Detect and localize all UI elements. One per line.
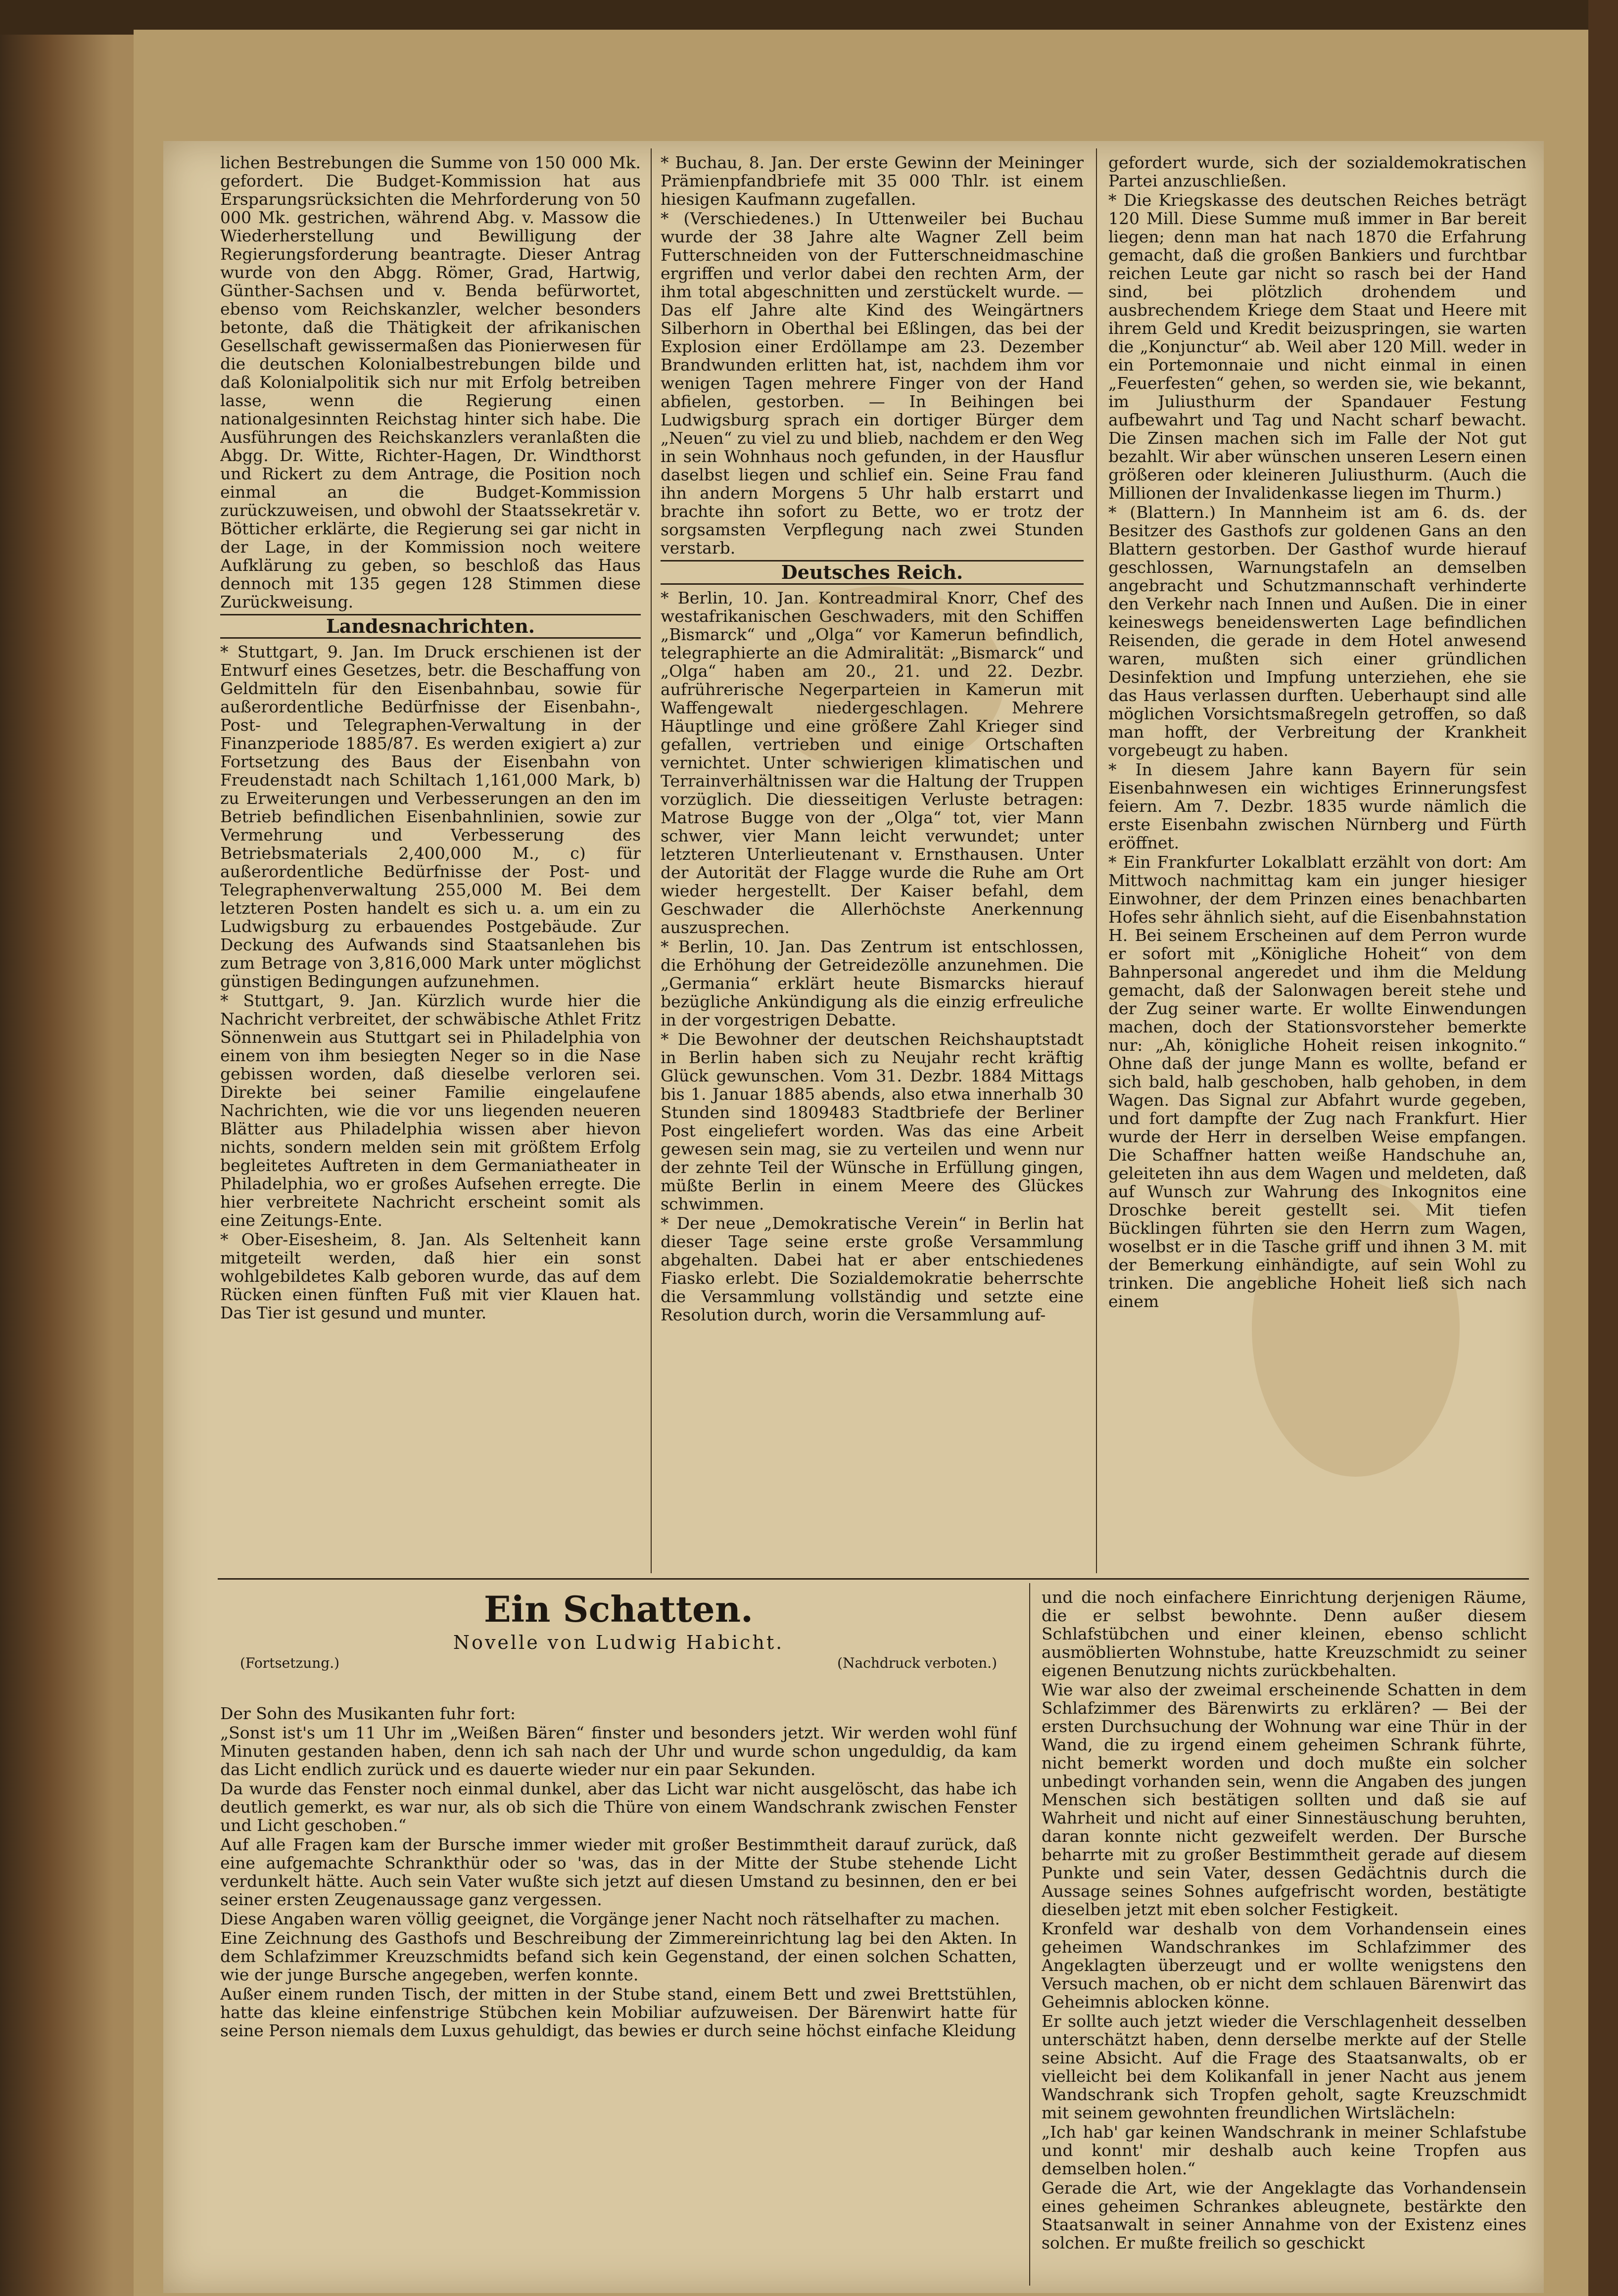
story-meta [220,1654,1017,1672]
paragraph: Der Sohn des Musikanten fuhr fort: [220,1704,516,1723]
feuilleton-rule [218,1578,1529,1580]
copyright-note: (Nachdruck verboten.) [837,1655,997,1671]
section-heading-landesnachrichten: Landesnachrichten. [220,614,641,639]
paragraph: Kronfeld war deshalb von dem Vorhandensein eines geheimen Wandschrankes im Schlafzimmer des Angeklagten überzeugt und er wollte wenigstens den Versuch machen, ob er nicht dem schlauen Bärenwirt das Geheimnis ablocken könne. [1042,1919,1526,2012]
story-title: Ein Schatten. [483,1588,754,1630]
column-rule [651,148,652,1573]
paragraph: lichen Bestrebungen die Summe von 150 000 Mk. gefordert. Die Budget-Kommission hat aus Ersparungsrücksichten die Mehrforderung von 50 000 Mk. gestrichen, während Abg. v. Massow die Wiederherstellung und Bewilligung der Regierungsforderung beantragte. Dieser Antrag wurde von den Abgg. Römer, Grad, Hartwig, Günther-Sachsen und v. Benda befürwortet, ebenso vom Reichskanzler, welcher besonders betonte, daß die Thätigkeit der afrikanischen Gesellschaft gewissermaßen das Pionierwesen für die deutschen Kolonialbestrebungen bilde und daß Kolonialpolitik sich nur mit Erfolg betreiben lasse, wenn die Regierung einen nationalgesinnten Reichstag hinter sich habe. Die Ausführungen des Reichskanzlers veranlaßten die Abgg. Dr. Witte, Richter-Hagen, Dr. Windthorst und Rickert zu dem Antrage, die Position noch einmal an die Budget-Kommission zurückzuweisen, und obwohl der Staatssekretär v. Bötticher erklärte, die Regierung sei gar nicht in der Lage, in der Kommission noch weitere Aufklärung zu geben, so beschloß das Haus dennoch mit 135 gegen 128 Stimmen diese Zurückweisung. [220,153,641,611]
paragraph: Da wurde das Fenster noch einmal dunkel, aber das Licht war nicht ausgelöscht, das habe ich deutlich gemerkt, es war nur, als ob sich die Thüre von einem Wandschrank zwischen Fenster und Licht geschoben.“ [220,1779,1017,1835]
paragraph: * Buchau, 8. Jan. Der erste Gewinn der Meininger Prämienpfandbriefe mit 35 000 Thlr. ist einem hiesigen Kaufmann zugefallen. [661,153,1084,209]
paragraph: und die noch einfachere Einrichtung derjenigen Räume, die er selbst bewohnte. Denn außer diesem Schlafstübchen und einer kleinen, ebenso schlicht ausmöblierten Wohnstube, hatte Kreuzschmidt zu seiner eigenen Benutzung nichts zurückbehalten. [1042,1588,1526,1680]
paragraph: „Ich hab' gar keinen Wandschrank in meiner Schlafstube und konnt' mir deshalb auch keine Tropfen aus demselben holen.“ [1042,2122,1526,2178]
paragraph: Gerade die Art, wie der Angeklagte das Vorhandensein eines geheimen Schrankes ableugnete, bestärkte den Staatsanwalt in seiner Annahme von der Existenz eines solchen. Er mußte freilich so geschickt [1042,2178,1526,2252]
column-2 [661,153,1084,1573]
newspaper-page [163,141,1544,2293]
story-column-rule [1029,1583,1030,2286]
paragraph: * Ober-Eisesheim, 8. Jan. Als Seltenheit kann mitgeteilt werden, daß hier ein sonst wohlgebildetes Kalb geboren wurde, das auf dem Rücken einen fünften Fuß mit vier Klauen hat. Das Tier ist gesund und munter. [220,1230,641,1322]
column-1 [220,153,641,1573]
paragraph: * Die Kriegskasse des deutschen Reiches beträgt 120 Mill. Diese Summe muß immer in Bar bereit liegen; denn man hat nach 1870 die Erfahrung gemacht, daß die großen Bankiers und furchtbar reichen Leute gar nicht so rasch bei der Hand sind, bei plötzlich drohendem und ausbrechendem Kriege dem Staat und Heere mit ihrem Geld und Kredit beizuspringen, sie warten die „Konjunctur“ ab. Weil aber 120 Mill. weder in ein Portemonnaie und nicht einmal in einen „Feuerfesten“ gehen, so werden sie, wie bekannt, im Juliusthurm der Spandauer Festung aufbewahrt und Tag und Nacht scharf bewacht. Die Zinsen machen sich im Falle der Not gut bezahlt. Wir aber wünschen unseren Lesern einen größeren oder kleineren Juliusthurm. (Auch die Millionen der Invalidenkasse liegen im Thurm.) [1108,190,1526,503]
paragraph: * Berlin, 10. Jan. Das Zentrum ist entschlossen, die Erhöhung der Getreidezölle anzunehmen. Die „Germania“ erklärt heute Bismarcks hierauf bezügliche Ankündigung als die einzig erfreuliche in der vorgestrigen Debatte. [661,937,1084,1030]
paragraph: * Berlin, 10. Jan. Kontreadmiral Knorr, Chef des westafrikanischen Geschwaders, mit den Schiffen „Bismarck“ und „Olga“ vor Kamerun befindlich, telegraphierte an die Admiralität: „Bismarck“ und „Olga“ haben am 20., 21. und 22. Dezbr. aufrührerische Negerparteien in Kamerun mit Waffengewalt niedergeschlagen. Mehrere Häuptlinge und eine größere Zahl Krieger sind gefallen, vertrieben und einige Ortschaften vernichtet. Unter schwierigen klimatischen und Terrainverhältnissen war die Haltung der Truppen vorzüglich. Die diesseitigen Verluste betragen: Matrose Bugge von der „Olga“ tot, vier Mann schwer, vier Mann leicht verwundet; unter letzteren Unterlieutenant v. Ernsthausen. Unter der Autorität der Flagge wurde die Ruhe am Ort wieder hergestellt. Der Kaiser befahl, dem Geschwader die Allerhöchste Anerkennung auszusprechen. [661,588,1084,937]
paragraph: Eine Zeichnung des Gasthofs und Beschreibung der Zimmereinrichtung lag bei den Akten. In dem Schlafzimmer Kreuzschmidts befand sich kein Gegenstand, der einen solchen Schatten, wie der junge Bursche angegeben, werfen konnte. [220,1928,1017,1984]
paragraph: * (Verschiedenes.) In Uttenweiler bei Buchau wurde der 38 Jahre alte Wagner Zell beim Futterschneiden von der Futterschneidmaschine ergriffen und verlor dabei den rechten Arm, der ihm total abgeschnitten und zerstückelt wurde. — Das elf Jahre alte Kind des Weingärtners Silberhorn in Oberthal bei Eßlingen, das bei der Explosion einer Erdöllampe am 23. Dezember Brandwunden erlitten hat, ist, nachdem ihm vor wenigen Tagen mehrere Finger von der Hand abfielen, gestorben. — In Beihingen bei Ludwigsburg sprach ein dortiger Bürger dem „Neuen“ zu viel zu und blieb, nachdem er den Weg in sein Wohnhaus noch gefunden, in der Hausflur daselbst liegen und schlief ein. Seine Frau fand ihn andern Morgens 5 Uhr halb erstarrt und brachte ihn sofort zu Bette, wo er trotz der sorgsamsten Verpflegung nach zwei Stunden verstarb. [661,209,1084,558]
paragraph: * In diesem Jahre kann Bayern für sein Eisenbahnwesen ein wichtiges Erinnerungsfest feiern. Am 7. Dezbr. 1835 wurde nämlich die erste Eisenbahn zwischen Nürnberg und Fürth eröffnet. [1108,760,1526,852]
column-3 [1108,153,1526,1573]
paragraph: Diese Angaben waren völlig geeignet, die Vorgänge jener Nacht noch rätselhafter zu machen. [220,1909,1000,1928]
paragraph: * Stuttgart, 9. Jan. Im Druck erschienen ist der Entwurf eines Gesetzes, betr. die Beschaffung von Geldmitteln für den Eisenbahnbau, sowie für außerordentliche Bedürfnisse der Eisenbahn-, Post- und Telegraphen-Verwaltung in der Finanzperiode 1885/87. Es werden exigiert a) zur Fortsetzung des Baus der Eisenbahn von Freudenstadt nach Schiltach 1,161,000 Mark, b) zu Erweiterungen und Verbesserungen an den im Betrieb befindlichen Eisenbahnlinien, sowie zur Vermehrung und Verbesserung des Betriebsmaterials 2,400,000 M., c) für außerordentliche Bedürfnisse der Post- und Telegraphenverwaltung 255,000 M. Bei dem letzteren Posten handelt es sich u. a. um ein zu Ludwigsburg zu erbauendes Postgebäude. Zur Deckung des Aufwands sind Staatsanlehen bis zum Betrage von 3,816,000 Mark unter möglichst günstigen Bedingungen aufzunehmen. [220,642,641,991]
continued-note: (Fortsetzung.) [240,1655,340,1671]
paragraph: * (Blattern.) In Mannheim ist am 6. ds. der Besitzer des Gasthofs zur goldenen Gans an den Blattern gestorben. Der Gasthof wurde hierauf geschlossen, Warnungstafeln an demselben angebracht und Schutzmannschaft verhinderte den Verkehr nach Innen und Außen. Die in einer keineswegs beneidenswerten Lage befindlichen Reisenden, die gerade in dem Hotel anwesend waren, mußten sich einer gründlichen Desinfektion und Impfung unterziehen, ehe sie das Haus verlassen durften. Ueberhaupt sind alle möglichen Vorsichtsmaßregeln getroffen, so daß man hofft, der Verbreitung der Krankheit vorgebeugt zu haben. [1108,503,1526,760]
story-header [220,1588,1017,1702]
paragraph: Wie war also der zweimal erscheinende Schatten in dem Schlafzimmer des Bärenwirts zu erklären? — Bei der ersten Durchsuchung der Wohnung war eine Thür in der Wand, die zu irgend einem geheimen Schrank führte, nicht bemerkt worden und doch mußte ein solcher unbedingt vorhanden sein, wenn die Angaben des jungen Menschen sich bestätigen sollten und daß sie auf Wahrheit und nicht auf einer Sinnestäuschung beruhten, daran konnte nicht gezweifelt werden. Der Bursche beharrte mit zu großer Bestimmtheit gerade auf diesem Punkte und sein Vater, dessen Gedächtnis durch die Aussage seines Sohnes aufgefrischt worden, bestätigte dieselben jetzt mit eben solcher Festigkeit. [1042,1680,1526,1919]
paragraph: * Stuttgart, 9. Jan. Kürzlich wurde hier die Nachricht verbreitet, der schwäbische Athlet Fritz Sönnenwein aus Stuttgart sei in Philadelphia von einem von ihm besiegten Neger so in die Nase gebissen worden, daß dieselbe verloren sei. Direkte bei seiner Familie eingelaufene Nachrichten, wie die vor uns liegenden neueren Blätter aus Philadelphia wissen aber hievon nichts, sondern melden sein mit größtem Erfolg begleitetes Auftreten in dem Germaniatheater in Philadelphia, wo er großes Aufsehen erregte. Die hier verbreitete Nachricht erscheint somit als eine Zeitungs-Ente. [220,991,641,1230]
paragraph: „Sonst ist's um 11 Uhr im „Weißen Bären“ finster und besonders jetzt. Wir werden wohl fünf Minuten gestanden haben, denn ich sah nach der Uhr und wurde schon ungeduldig, da kam das Licht endlich zurück und es dauerte wieder nur ein paar Sekunden. [220,1723,1017,1779]
paragraph: * Die Bewohner der deutschen Reichshauptstadt in Berlin haben sich zu Neujahr recht kräftig Glück gewunschen. Vom 31. Dezbr. 1884 Mittags bis 1. Januar 1885 abends, also etwa innerhalb 30 Stunden sind 1809483 Stadtbriefe der Berliner Post eingeliefert worden. Was das eine Arbeit gewesen sein mag, sie zu verteilen und wenn nur der zehnte Teil der Wünsche in Erfüllung gingen, müßte Berlin in einem Meere des Glückes schwimmen. [661,1030,1084,1214]
paragraph: Er sollte auch jetzt wieder die Verschlagenheit desselben unterschätzt haben, denn derselbe merkte auf der Stelle seine Absicht. Auf die Frage des Staatsanwalts, ob er vielleicht bei dem Kolikanfall in jener Nacht aus jenem Wandschrank sich Tropfen geholt, sagte Kreuzschmidt mit seinem gewohnten freundlichen Wirtslächeln: [1042,2012,1526,2122]
paragraph: gefordert wurde, sich der sozialdemokratischen Partei anzuschließen. [1108,153,1526,190]
binding-right [1588,0,1618,2296]
paragraph: Auf alle Fragen kam der Bursche immer wieder mit großer Bestimmtheit darauf zurück, daß eine aufgemachte Schrankthür oder so 'was, das in der Mitte der Stube stehende Licht verdunkelt hätte. Auch sein Vater wußte sich jetzt auf diesen Umstand zu besinnen, den er bei seiner ersten Zeugenaussage ganz vergessen. [220,1835,1017,1909]
column-rule [1096,148,1097,1573]
paragraph: Außer einem runden Tisch, der mitten in der Stube stand, einem Bett und zwei Brettstühlen, hatte das kleine einfenstrige Stübchen kein Mobiliar aufzuweisen. Der Bärenwirt hatte für seine Person niemals dem Luxus gehuldigt, das bewies er durch seine höchst einfache Kleidung [220,1984,1017,2040]
section-heading-deutsches-reich: Deutsches Reich. [661,560,1084,585]
story-column-right [1042,1588,1526,2286]
paragraph: * Der neue „Demokratische Verein“ in Berlin hat dieser Tage seine erste große Versammlung abgehalten. Dabei hat er aber entschiedenes Fiasko erlebt. Die Sozialdemokratie beherrschte die Versammlung vollständig und setzte eine Resolution durch, worin die Versammlung auf- [661,1214,1084,1324]
story-column-left [220,1704,1017,2286]
story-subtitle: Novelle von Ludwig Habicht. [453,1632,784,1653]
paragraph: * Ein Frankfurter Lokalblatt erzählt von dort: Am Mittwoch nachmittag kam ein junger hiesiger Einwohner, der dem Prinzen eines benachbarten Hofes sehr ähnlich sieht, auf die Eisenbahnstation H. Bei seinem Erscheinen auf dem Perron wurde er sofort mit „Königliche Hoheit“ von dem Bahnpersonal angeredet und ihm die Meldung gemacht, daß der Salonwagen bereit stehe und der Zug seiner warte. Er wollte Einwendungen machen, doch der Stationsvorsteher bemerkte nur: „Ah, königliche Hoheit reisen inkognito.“ Ohne daß der junge Mann es wollte, befand er sich bald, halb geschoben, halb gehoben, in dem Wagen. Das Signal zur Abfahrt wurde gegeben, und fort dampfte der Zug nach Frankfurt. Hier wurde der Herr in derselben Weise empfangen. Die Schaffner hatten weiße Handschuhe an, geleiteten ihn aus dem Wagen und meldeten, daß auf Wunsch zur Wahrung des Inkognitos eine Droschke bereit gestellt sei. Mit tiefen Bücklingen führten sie den Herrn zum Wagen, woselbst er in die Tasche griff und ihnen 3 M. mit der Bemerkung einhändigte, auf sein Wohl zu trinken. Die angebliche Hoheit ließ sich nach einem [1108,852,1526,1311]
